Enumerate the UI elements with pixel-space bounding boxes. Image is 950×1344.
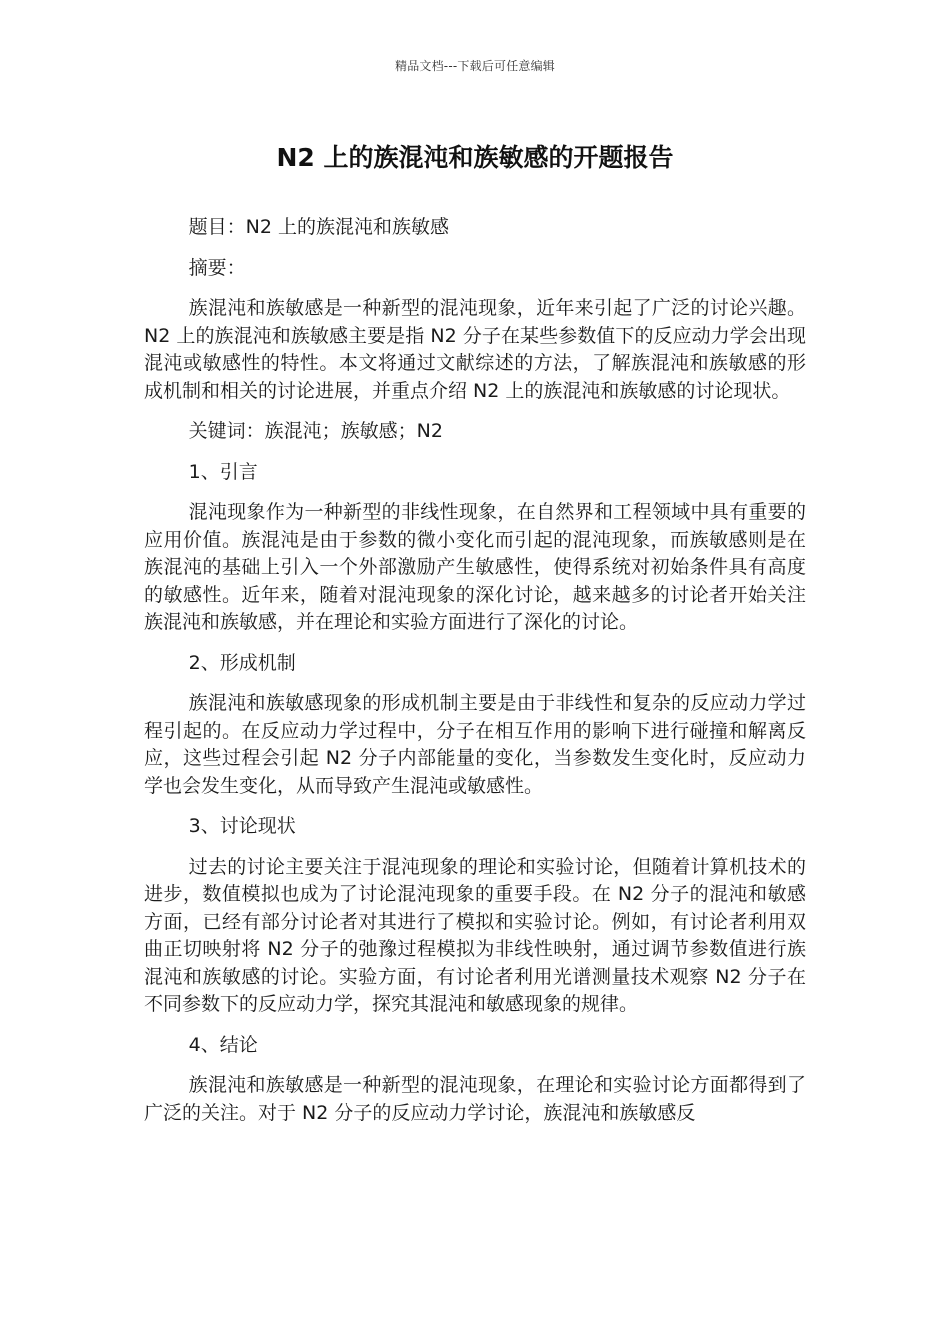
section-heading-mechanism: 2、形成机制 [188,651,296,674]
section-heading-introduction: 1、引言 [188,460,258,483]
abstract-label: 摘要： [188,256,246,279]
document-body [144,214,806,1140]
abstract-paragraph: 族混沌和族敏感是一种新型的混沌现象，近年来引起了广泛的讨论兴趣。N2 上的族混沌和族敏感主要是指 N2 分子在某些参数值下的反应动力学会出现混沌或敏感性的特性。本文将通过文献综述的方法，了解族混沌和族敏感的形成机制和相关的讨论进展，并重点介绍 N2 上的族混沌和族敏感的讨论现状。 [144,297,806,402]
header-note: 精品文档---下载后可任意编辑 [395,59,555,73]
document-title: N2 上的族混沌和族敏感的开题报告 [276,143,674,172]
section-heading-conclusion: 4、结论 [188,1033,258,1056]
section-paragraph-mechanism: 族混沌和族敏感现象的形成机制主要是由于非线性和复杂的反应动力学过程引起的。在反应动力学过程中，分子在相互作用的影响下进行碰撞和解离反应，这些过程会引起 N2 分子内部能量的变化，当参数发生变化时，反应动力学也会发生变化，从而导致产生混沌或敏感性。 [144,692,806,797]
section-paragraph-introduction: 混沌现象作为一种新型的非线性现象，在自然界和工程领域中具有重要的应用价值。族混沌是由于参数的微小变化而引起的混沌现象，而族敏感则是在族混沌的基础上引入一个外部激励产生敏感性，使得系统对初始条件具有高度的敏感性。近年来，随着对混沌现象的深化讨论，越来越多的讨论者开始关注族混沌和族敏感，并在理论和实验方面进行了深化的讨论。 [144,501,806,633]
subject-line: 题目：N2 上的族混沌和族敏感 [188,216,449,238]
section-paragraph-status: 过去的讨论主要关注于混沌现象的理论和实验讨论，但随着计算机技术的进步，数值模拟也成为了讨论混沌现象的重要手段。在 N2 分子的混沌和敏感方面，已经有部分讨论者对其进行了模拟和实验讨论。例如，有讨论者利用双曲正切映射将 N2 分子的弛豫过程模拟为非线性映射，通过调节参数值进行族混沌和族敏感的讨论。实验方面，有讨论者利用光谱测量技术观察 N2 分子在不同参数下的反应动力学，探究其混沌和敏感现象的规律。 [144,855,806,1015]
section-heading-status: 3、讨论现状 [188,815,296,837]
section-paragraph-conclusion: 族混沌和族敏感是一种新型的混沌现象，在理论和实验讨论方面都得到了广泛的关注。对于 N2 分子的反应动力学讨论，族混沌和族敏感反 [144,1074,806,1124]
keywords-line: 关键词：族混沌；族敏感；N2 [188,420,443,442]
